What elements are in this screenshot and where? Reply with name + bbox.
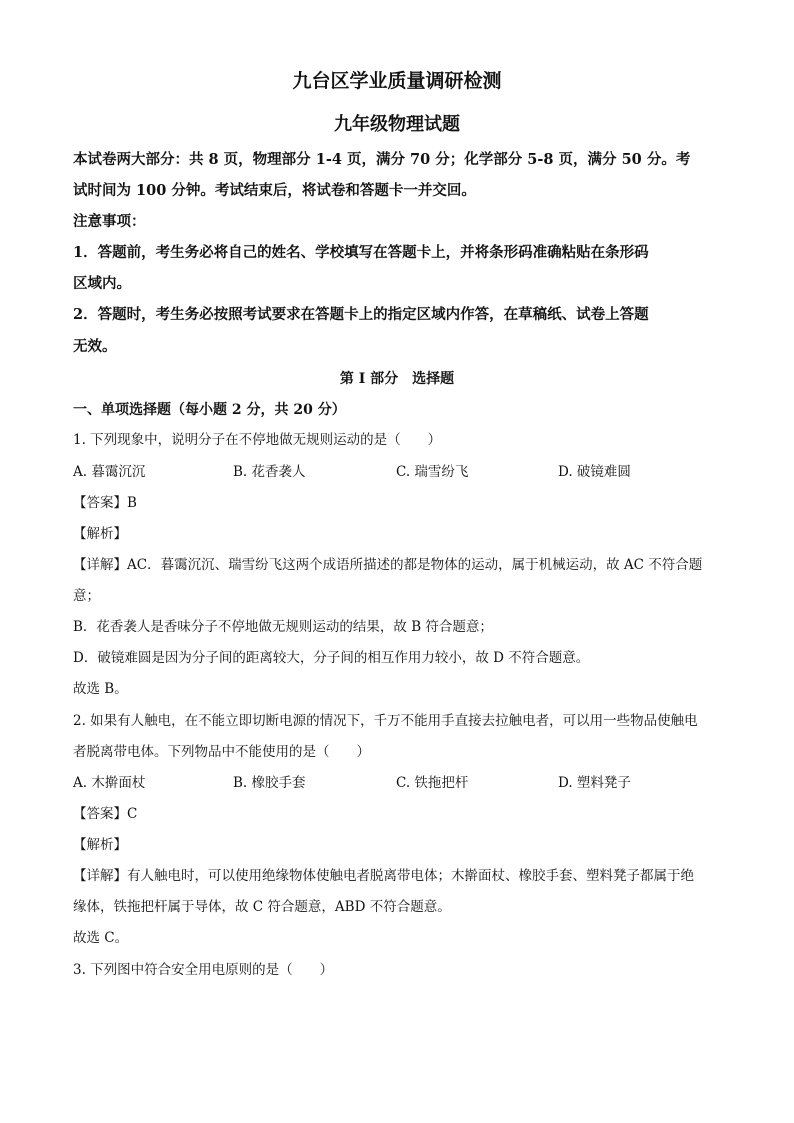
question-2-answer: 【答案】C [73,806,138,822]
notice-2-line-1: 2．答题时，考生务必按照考试要求在答题卡上的指定区域内作答，在草稿纸、试卷上答题 [73,306,649,323]
question-1-option-a: A. 暮霭沉沉 [73,464,146,480]
question-1-detail-2: 意； [73,588,100,604]
question-2-analysis-label: 【解析】 [73,837,127,853]
notice-1-line-1: 1．答题前，考生务必将自己的姓名、学校填写在答题卡上，并将条形码准确粘贴在条形码 [73,244,649,261]
question-1-conclusion: 故选 B。 [73,681,128,697]
question-3-stem: 3. 下列图中符合安全用电原则的是（ ） [73,962,334,978]
exam-title: 九台区学业质量调研检测 [292,70,502,92]
question-1-detail-3: B．花香袭人是香味分子不停地做无规则运动的结果，故 B 符合题意； [73,619,493,635]
notice-1-line-2: 区域内。 [73,275,131,292]
question-2-detail-2: 缘体，铁拖把杆属于导体，故 C 符合题意，ABD 不符合题意。 [73,899,451,915]
question-2-option-b: B. 橡胶手套 [233,775,306,791]
exam-subtitle: 九年级物理试题 [334,114,460,135]
question-1-answer: 【答案】B [73,495,137,511]
question-2-option-c: C. 铁拖把杆 [396,775,469,791]
question-1-option-b: B. 花香袭人 [233,464,306,480]
question-1-option-d: D. 破镜难圆 [558,464,631,480]
question-1-option-c: C. 瑞雪纷飞 [396,464,469,480]
question-2-stem-line-2: 者脱离带电体。下列物品中不能使用的是（ ） [73,744,370,760]
question-1-detail-1: 【详解】AC．暮霭沉沉、瑞雪纷飞这两个成语所描述的都是物体的运动，属于机械运动，故 AC 不符合题 [73,557,703,573]
intro-line-1: 本试卷两大部分：共 8 页，物理部分 1-4 页，满分 70 分；化学部分 5-8 页，满分 50 分。考 [73,151,691,168]
question-2-stem-line-1: 2. 如果有人触电，在不能立即切断电源的情况下，千万不能用手直接去拉触电者，可以用一些物品使触电 [73,713,698,729]
notice-title: 注意事项： [73,213,146,230]
section-title: 一、单项选择题（每小题 2 分，共 20 分） [73,402,346,418]
question-1-stem: 1. 下列现象中，说明分子在不停地做无规则运动的是（ ） [73,432,442,448]
question-1-detail-4: D．破镜难圆是因为分子间的距离较大，分子间的相互作用力较小，故 D 不符合题意。 [73,650,590,666]
question-2-conclusion: 故选 C。 [73,930,129,946]
part-title: 第 Ⅰ 部分 选择题 [339,371,455,387]
question-1-analysis-label: 【解析】 [73,526,127,542]
intro-line-2: 试时间为 100 分钟。考试结束后，将试卷和答题卡一并交回。 [73,182,476,199]
question-2-detail-1: 【详解】有人触电时，可以使用绝缘物体使触电者脱离带电体；木擀面杖、橡胶手套、塑料凳子都属于绝 [73,868,694,884]
question-2-option-d: D. 塑料凳子 [558,775,631,791]
notice-2-line-2: 无效。 [73,338,117,355]
question-2-option-a: A. 木擀面杖 [73,775,146,791]
